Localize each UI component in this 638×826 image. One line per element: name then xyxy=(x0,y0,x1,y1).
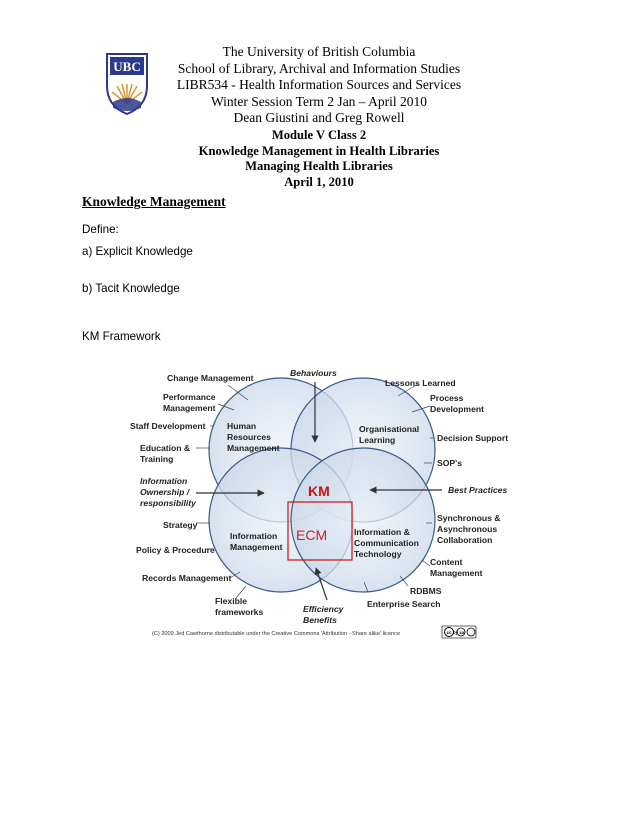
km-framework-diagram xyxy=(130,360,510,644)
label-flexible-1: Flexible xyxy=(215,596,247,606)
label-flexible-2: frameworks xyxy=(215,607,264,617)
module-topic: Knowledge Management in Health Libraries xyxy=(198,143,440,158)
label-sync-3: Collaboration xyxy=(437,535,493,545)
label-behaviours: Behaviours xyxy=(290,368,337,378)
header-instructors: Dean Giustini and Greg Rowell xyxy=(233,110,405,125)
module-date: April 1, 2010 xyxy=(284,174,354,189)
label-info-ownership-2: Ownership / xyxy=(140,487,190,497)
label-best-practices: Best Practices xyxy=(448,485,508,495)
label-process-1: Process xyxy=(430,393,464,403)
diagram-credit: (C) 2009 Jed Cawthorne distributable under the Creative Commons 'Attribution - Share alike' licence xyxy=(152,631,401,637)
label-ecm: ECM xyxy=(296,527,328,543)
label-enterprise-search: Enterprise Search xyxy=(367,599,441,609)
label-im-1: Information xyxy=(230,531,278,541)
explicit-knowledge-item: a) Explicit Knowledge xyxy=(82,245,193,258)
label-education-2: Training xyxy=(140,454,174,464)
label-info-ownership-3: responsibility xyxy=(140,498,196,508)
label-hrm-2: Resources xyxy=(227,432,271,442)
module-title-block xyxy=(0,128,638,190)
define-label: Define: xyxy=(82,223,119,236)
label-sops: SOP's xyxy=(437,458,462,468)
label-decision-support: Decision Support xyxy=(437,433,509,443)
label-performance-2: Management xyxy=(163,403,216,413)
cc-badge-text: cc by sa xyxy=(446,630,465,635)
course-header xyxy=(0,44,638,127)
label-benefits: Benefits xyxy=(303,615,337,625)
label-staff-development: Staff Development xyxy=(130,421,206,431)
label-info-ownership-1: Information xyxy=(140,476,188,486)
label-lessons-learned: Lessons Learned xyxy=(385,378,456,388)
label-hrm-1: Human xyxy=(227,421,257,431)
label-content-2: Management xyxy=(430,568,483,578)
label-sync-1: Synchronous & xyxy=(437,513,501,523)
label-org-1: Organisational xyxy=(359,424,420,434)
svg-text:UBC: UBC xyxy=(113,59,141,74)
section-heading: Knowledge Management xyxy=(82,194,226,209)
cc-license-badge xyxy=(442,626,476,638)
module-subtopic: Managing Health Libraries xyxy=(245,159,393,173)
header-university: The University of British Columbia xyxy=(222,44,416,59)
header-course: LIBR534 - Health Information Sources and Services xyxy=(176,77,462,92)
label-efficiency: Efficiency xyxy=(303,604,344,614)
km-framework-label: KM Framework xyxy=(82,330,161,343)
label-strategy: Strategy xyxy=(163,520,198,530)
label-ict-2: Communication xyxy=(354,538,419,548)
tacit-knowledge-item: b) Tacit Knowledge xyxy=(82,282,180,295)
module-title: Module V Class 2 xyxy=(271,128,367,142)
label-records-management: Records Management xyxy=(142,573,232,583)
ict-circle xyxy=(291,448,435,592)
header-term: Winter Session Term 2 Jan – April 2010 xyxy=(210,93,428,109)
label-policy-procedure: Policy & Procedure xyxy=(136,545,215,555)
label-ict-3: Technology xyxy=(354,549,402,559)
label-education-1: Education & xyxy=(140,443,191,453)
label-rdbms: RDBMS xyxy=(410,586,442,596)
label-process-2: Development xyxy=(430,404,484,414)
label-ict-1: Information & xyxy=(354,527,410,537)
label-sync-2: Asynchronous xyxy=(437,524,498,534)
label-im-2: Management xyxy=(230,542,283,552)
header-school: School of Library, Archival and Information Studies xyxy=(177,60,461,76)
label-content-1: Content xyxy=(430,557,463,567)
label-hrm-3: Management xyxy=(227,443,280,453)
label-org-2: Learning xyxy=(359,435,396,445)
label-performance-1: Performance xyxy=(163,392,216,402)
label-change-management: Change Management xyxy=(167,373,254,383)
label-km: KM xyxy=(308,483,330,499)
